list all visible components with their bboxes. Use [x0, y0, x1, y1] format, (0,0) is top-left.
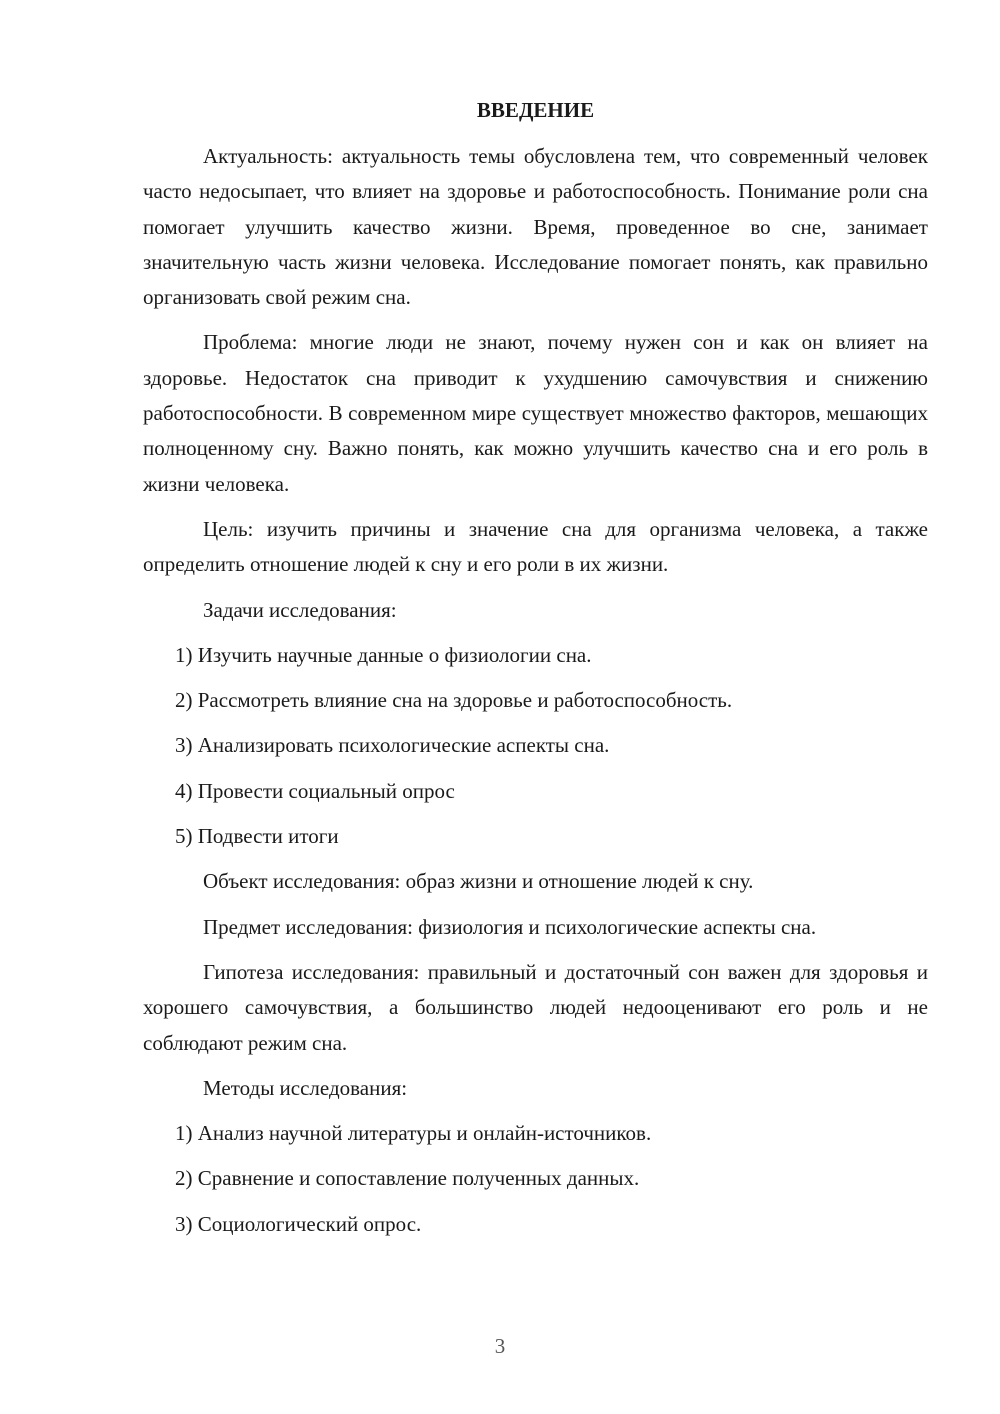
- methods-title: Методы исследования:: [203, 1075, 408, 1100]
- object-paragraph: Объект исследования: образ жизни и отношение людей к сну.: [203, 869, 754, 894]
- document-page: [143, 97, 928, 1252]
- goal-paragraph: Цель: изучить причины и значение сна для организма человека, а также определить отношение людей к сну и его роли в их жизни.: [143, 516, 928, 577]
- task-item: 2) Рассмотреть влияние сна на здоровье и работоспособность.: [175, 688, 733, 713]
- task-item: 3) Анализировать психологические аспекты сна.: [175, 733, 610, 758]
- task-item: 5) Подвести итоги: [175, 824, 339, 849]
- method-item: 3) Социологический опрос.: [175, 1211, 422, 1236]
- relevance-paragraph: Актуальность: актуальность темы обусловлена тем, что современный человек часто недосыпает, что влияет на здоровье и работоспособность. Понимание роли сна помогает улучшить качество жизни. Время, проведенное во сне, занимает значительную часть жизни человека. Исследование помогает понять, как правильно организовать свой режим сна.: [143, 144, 928, 310]
- page-number: 3: [494, 1334, 506, 1358]
- method-item: 2) Сравнение и сопоставление полученных данных.: [175, 1166, 640, 1191]
- task-item: 1) Изучить научные данные о физиологии сна.: [175, 642, 592, 667]
- task-item: 4) Провести социальный опрос: [175, 778, 455, 803]
- tasks-title: Задачи исследования:: [203, 597, 397, 622]
- page-title: ВВЕДЕНИЕ: [476, 98, 595, 122]
- method-item: 1) Анализ научной литературы и онлайн-источников.: [175, 1121, 652, 1146]
- subject-paragraph: Предмет исследования: физиология и психологические аспекты сна.: [203, 914, 817, 939]
- hypothesis-paragraph: Гипотеза исследования: правильный и достаточный сон важен для здоровья и хорошего самочувствия, а большинство людей недооценивают его роль и не соблюдают режим сна.: [143, 959, 928, 1055]
- problem-paragraph: Проблема: многие люди не знают, почему нужен сон и как он влияет на здоровье. Недостаток сна приводит к ухудшению самочувствия и снижению работоспособности. В современном мире существует множество факторов, мешающих полноценному сну. Важно понять, как можно улучшить качество сна и его роль в жизни человека.: [143, 330, 928, 496]
